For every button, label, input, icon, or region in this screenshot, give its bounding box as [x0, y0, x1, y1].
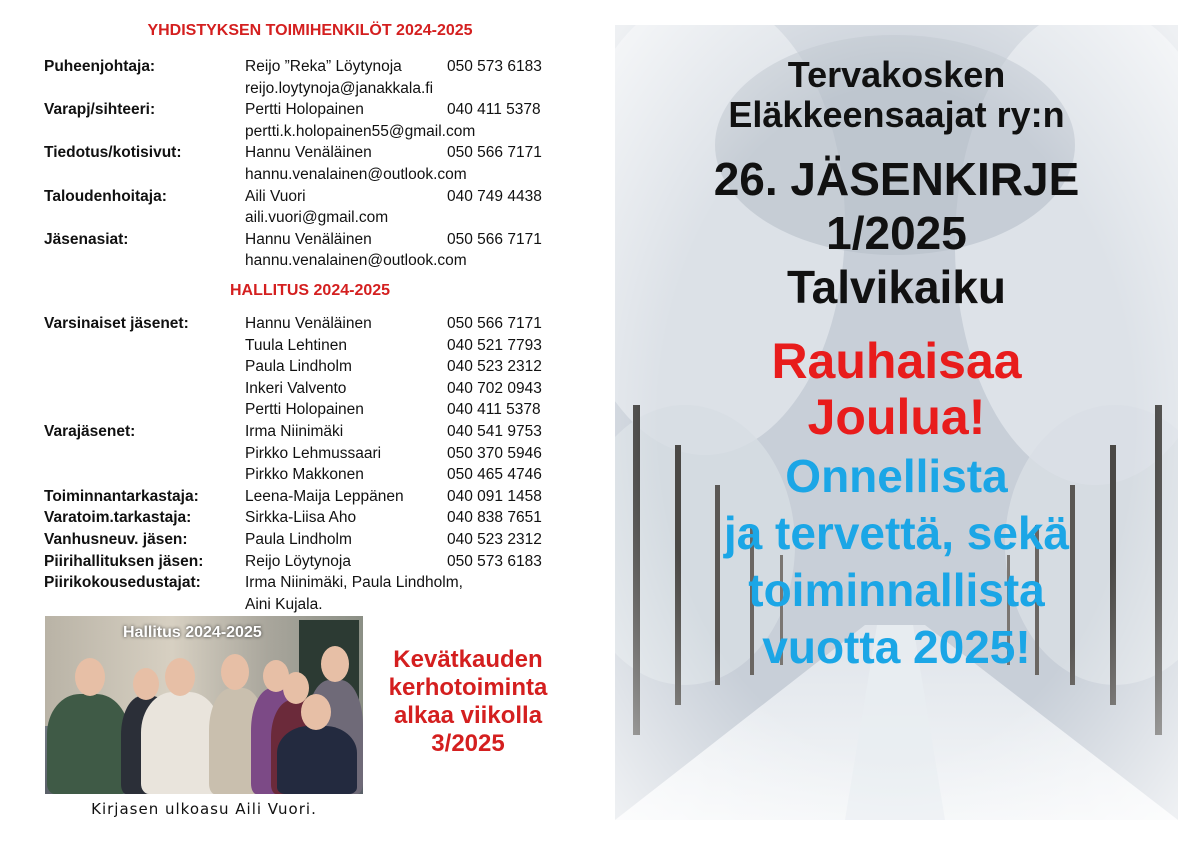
board-row: [44, 356, 584, 378]
cover-org-line: Eläkkeensaajat ry:n: [728, 94, 1065, 135]
cover-wish-line: ja tervettä, sekä: [723, 507, 1070, 559]
board-title: HALLITUS 2024-2025: [229, 282, 391, 299]
officers-name: aili.vuori@gmail.com: [245, 209, 389, 227]
officers-name: Hannu Venäläinen: [245, 144, 372, 162]
board-name: Aini Kujala.: [245, 595, 323, 613]
board-phone: 040 091 1458: [447, 487, 542, 505]
board-role: Varatoim.tarkastaja:: [44, 509, 192, 527]
person-head: [75, 658, 105, 696]
board-row: [44, 486, 584, 508]
officers-name: Reijo ”Reka” Löytynoja: [245, 58, 402, 75]
officers-phone: 040 411 5378: [447, 101, 541, 119]
board-row: [44, 443, 584, 465]
person-head: [165, 658, 195, 696]
officers-name: Hannu Venäläinen: [245, 230, 372, 248]
board-role: Piirihallituksen jäsen:: [44, 552, 204, 570]
board-name: Sirkka-Liisa Aho: [245, 509, 357, 527]
board-row: [44, 594, 584, 616]
board-name: Tuula Lehtinen: [245, 336, 347, 354]
cover-wish-line: toiminnallista: [748, 564, 1045, 616]
layout-credit: Kirjasen ulkoasu Aili Vuori.: [91, 800, 317, 818]
board-row: [44, 464, 584, 486]
officers-phone: 040 749 4438: [447, 187, 542, 205]
cover-greeting: [615, 333, 1178, 445]
officers-name: hannu.venalainen@outlook.com: [245, 252, 467, 270]
officers-list: [44, 56, 584, 272]
board-phone: 040 702 0943: [447, 379, 542, 397]
officers-title: YHDISTYKSEN TOIMIHENKILÖT 2024-2025: [147, 22, 473, 39]
spring-line: kerhotoiminta: [388, 674, 548, 701]
board-name: Reijo Löytynoja: [245, 552, 351, 570]
board-role: Varajäsenet:: [44, 422, 136, 440]
board-name: Pertti Holopainen: [245, 401, 364, 419]
board-name: Paula Lindholm: [245, 358, 352, 376]
officers-role: Jäsenasiat:: [44, 230, 129, 248]
board-name: Pirkko Lehmussaari: [245, 444, 382, 462]
board-phone: 050 566 7171: [447, 315, 542, 332]
board-group-photo: [45, 616, 363, 794]
person-shape: [277, 726, 357, 794]
board-phone: 040 411 5378: [447, 401, 541, 419]
person-head: [221, 654, 249, 690]
officers-name: reijo.loytynoja@janakkala.fi: [245, 79, 434, 97]
officers-role: Taloudenhoitaja:: [44, 187, 167, 205]
officers-row: [44, 78, 584, 100]
person-head: [321, 646, 349, 682]
officers-row: [44, 229, 584, 251]
board-role: Piirikokousedustajat:: [44, 574, 201, 592]
board-row: [44, 335, 584, 357]
cover-wish-line: vuotta 2025!: [762, 621, 1031, 673]
officers-name: Aili Vuori: [245, 187, 306, 205]
officers-row: [44, 207, 584, 229]
cover-issue-line: 26. JÄSENKIRJE: [713, 153, 1080, 205]
officers-row: [44, 121, 584, 143]
board-phone: 050 465 4746: [447, 466, 542, 484]
board-phone: 040 523 2312: [447, 358, 542, 376]
officers-phone: 050 566 7171: [447, 230, 542, 248]
spring-line: alkaa viikolla: [393, 702, 543, 729]
officers-row: [44, 250, 584, 272]
board-phone: 050 573 6183: [447, 552, 542, 570]
person-head: [133, 668, 159, 700]
officers-row: [44, 186, 584, 208]
board-role: Vanhusneuv. jäsen:: [44, 530, 188, 548]
cover-wishes: [615, 448, 1178, 676]
board-name: Irma Niinimäki: [245, 422, 344, 440]
board-row: [44, 313, 584, 335]
officers-phone: 050 566 7171: [447, 144, 542, 162]
officers-name: hannu.venalainen@outlook.com: [245, 165, 467, 183]
spring-notice: [368, 646, 568, 758]
cover-org-line: Tervakosken: [787, 54, 1006, 95]
board-row: [44, 507, 584, 529]
officers-row: [44, 56, 584, 78]
spring-line: 3/2025: [431, 730, 505, 757]
board-row: [44, 551, 584, 573]
cover-wish-line: Onnellista: [785, 450, 1008, 502]
officers-role: Varapj/sihteeri:: [44, 101, 156, 119]
officers-name: pertti.k.holopainen55@gmail.com: [245, 122, 476, 140]
board-name: Irma Niinimäki, Paula Lindholm,: [245, 574, 463, 592]
photo-caption: Hallitus 2024-2025: [123, 624, 262, 641]
board-phone: 040 523 2312: [447, 530, 542, 548]
officers-phone: 050 573 6183: [447, 58, 542, 75]
officers-row: [44, 142, 584, 164]
person-head: [301, 694, 331, 730]
board-phone: 040 521 7793: [447, 336, 542, 354]
cover-issue-line: Talvikaiku: [786, 261, 1007, 313]
officers-role: Puheenjohtaja:: [44, 58, 156, 75]
spring-line: Kevätkauden: [393, 646, 543, 673]
board-row: [44, 572, 584, 594]
cover-greeting-line: Joulua!: [807, 389, 986, 445]
cover-issue: [615, 152, 1178, 314]
person-shape: [47, 694, 129, 794]
board-phone: 050 370 5946: [447, 444, 542, 462]
officers-name: Pertti Holopainen: [245, 101, 364, 119]
board-row: [44, 399, 584, 421]
board-name: Paula Lindholm: [245, 530, 352, 548]
board-row: [44, 378, 584, 400]
officers-role: Tiedotus/kotisivut:: [44, 144, 182, 162]
officers-row: [44, 164, 584, 186]
board-phone: 040 541 9753: [447, 422, 542, 440]
board-list: [44, 313, 584, 615]
cover-page: [615, 25, 1178, 820]
board-name: Pirkko Makkonen: [245, 466, 364, 484]
board-role: Toiminnantarkastaja:: [44, 487, 199, 505]
board-row: [44, 421, 584, 443]
board-name: Hannu Venäläinen: [245, 315, 372, 332]
board-name: Inkeri Valvento: [245, 379, 347, 397]
board-phone: 040 838 7651: [447, 509, 542, 527]
cover-org-name: [615, 55, 1178, 135]
board-name: Leena-Maija Leppänen: [245, 487, 404, 505]
cover-issue-line: 1/2025: [826, 207, 967, 259]
cover-greeting-line: Rauhaisaa: [771, 333, 1022, 389]
board-row: [44, 529, 584, 551]
board-role: Varsinaiset jäsenet:: [44, 315, 189, 332]
officers-row: [44, 99, 584, 121]
